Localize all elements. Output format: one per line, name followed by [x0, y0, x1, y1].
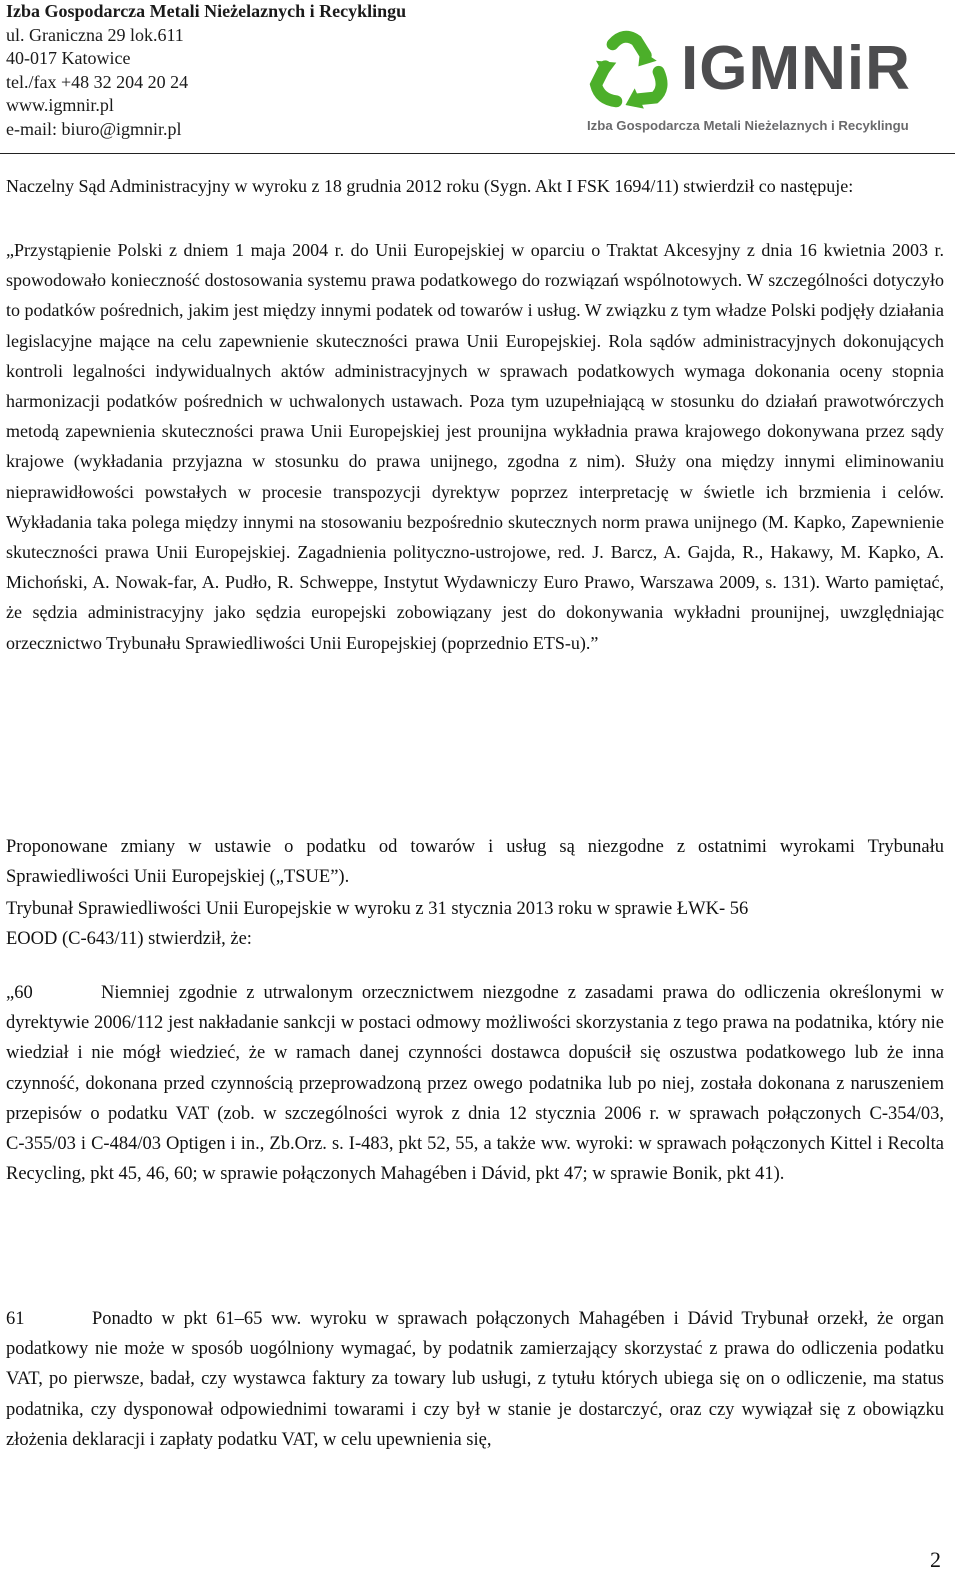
point-60-text: Niemniej zgodnie z utrwalonym orzecznictwem niezgodne z zasadami prawa do odliczenia określonymi w dyrektywie 2006/112 jest nakładanie sankcji w postaci odmowy możliwości skorzystania z tego prawa na podatnika, który nie wiedział i nie mógł wiedzieć, że w ramach danej czynności dostawca dopuścił się oszustwa podatkowego lub że inna czynność, dokonana przed czynnością przeprowadzoną przez owego podatnika lub po niej, została dokonana z naruszeniem przepisów o podatku VAT (zob. w szczególności wyrok z dnia 12 stycznia 2006 r. w sprawach połączonych C‑354/03, C‑355/03 i C‑484/03 Optigen i in., Zb.Orz. s. I‑483, pkt 52, 55, a także ww. wyroki: w sprawach połączonych Kittel i Recolta Recycling, pkt 45, 46, 60; w sprawie połączonych Mahagében i Dávid, pkt 47; w sprawie Bonik, pkt 41).	[6, 983, 944, 1185]
recycle-icon	[585, 24, 677, 116]
logo-subtitle: Izba Gospodarcza Metali Nieżelaznych i Recyklingu	[587, 118, 909, 133]
tsue-intro-line-1: Trybunał Sprawiedliwości Unii Europejskie w wyroku z 31 stycznia 2013 roku w sprawie ŁWK- 56	[6, 899, 749, 919]
header-divider	[0, 153, 955, 154]
logo-wordmark: IGMNiR	[681, 34, 911, 103]
tsue-intro-line-2: EOOD (C-643/11) stwierdził, że:	[6, 929, 252, 949]
point-60-number: „60	[6, 983, 33, 1003]
intro-paragraph: Naczelny Sąd Administracyjny w wyroku z 18 grudnia 2012 roku (Sygn. Akt I FSK 1694/11) stwierdził co następuje:	[6, 176, 854, 196]
letterhead-address	[6, 0, 406, 141]
point-61-text: Ponadto w pkt 61–65 ww. wyroku w sprawach połączonych Mahagében i Dávid Trybunał orzekł, że organ podatkowy nie może w sposób uogólniony wymagać, by podatnik zamierzający skorzystać z prawa do odliczenia podatku VAT, po pierwsze, badał, czy wystawca faktury za towary lub usługi, z tytułu których ubiega się on o odliczenie, ma status podatnika, czy dysponował odpowiednimi towarami i czy był w stanie je dostarczyć, oraz czy wywiązał się z obowiązku złożenia deklaracji i zapłaty podatku VAT, w celu upewnienia się,	[6, 1309, 944, 1450]
point-61-number: 61	[6, 1309, 25, 1329]
org-name: Izba Gospodarcza Metali Nieżelaznych i Recyklingu	[6, 1, 407, 21]
point-61-paragraph	[6, 1304, 944, 1455]
proposal-paragraph: Proponowane zmiany w ustawie o podatku od towarów i usług są niezgodne z ostatnimi wyrokami Trybunału Sprawiedliwości Unii Europejskiej („TSUE”).	[6, 837, 944, 887]
email-link[interactable]: e-mail: biuro@igmnir.pl	[6, 118, 182, 139]
igmnir-logo	[585, 22, 955, 142]
point-60-paragraph	[6, 978, 944, 1189]
page-number: 2	[930, 1547, 941, 1572]
tsue-intro-paragraph	[6, 894, 944, 954]
website-link[interactable]: www.igmnir.pl	[6, 95, 114, 115]
street-address: ul. Graniczna 29 lok.611	[6, 24, 184, 45]
nsa-quote-paragraph: „Przystąpienie Polski z dniem 1 maja 2004 r. do Unii Europejskiej w oparciu o Traktat Akcesyjny z dnia 16 kwietnia 2003 r. spowodowało konieczność dostosowania systemu prawa podatkowego do rozwiązań wspólnotowych. W szczególności dotyczyło to podatków pośrednich, jakim jest między innymi podatek od towarów i usług. W związku z tym władze Polski podjęły działania legislacyjne mające na celu zapewnienie skuteczności prawa Unii Europejskiej. Rola sądów administracyjnych dokonujących kontroli legalności indywidualnych aktów administracyjnych w sprawach podatkowych wymaga dokonania oceny stopnia harmonizacji podatków pośrednich w uchwalonych ustawach. Poza tym uzupełniającą w stosunku do działań prawotwórczych metodą zapewnienia skuteczności prawa Unii Europejskiej jest prounijna wykładnia prawa krajowego dokonywana przez sądy krajowe (wykładania przyjazna w stosunku do prawa unijnego, zgodna z nim). Służy ona między innymi eliminowaniu nieprawidłowości powstałych w procesie transpozycji dyrektyw poprzez interpretację w świetle ich brzmienia i celów. Wykładania taka polega między innymi na stosowaniu bezpośrednio skutecznych norm prawa unijnego (M. Kapko, Zapewnienie skuteczności prawa Unii Europejskiej. Zagadnienia polityczno-ustrojowe, red. J. Barcz, A. Gajda, R., Hakawy, M. Kapko, A. Michoński, A. Nowak-far, A. Pudło, R. Schweppe, Instytut Wydawniczy Euro Prawo, Warszawa 2009, s. 131). Warto pamiętać, że sędzia administracyjny jako sędzia europejski zobowiązany jest do dokonywania wykładni prounijnej, uwzględniając orzecznictwo Trybunału Sprawiedliwości Unii Europejskiej (poprzednio ETS-u).”	[6, 240, 944, 653]
phone-number: tel./fax +48 32 204 20 24	[6, 71, 189, 92]
city-address: 40-017 Katowice	[6, 48, 131, 68]
